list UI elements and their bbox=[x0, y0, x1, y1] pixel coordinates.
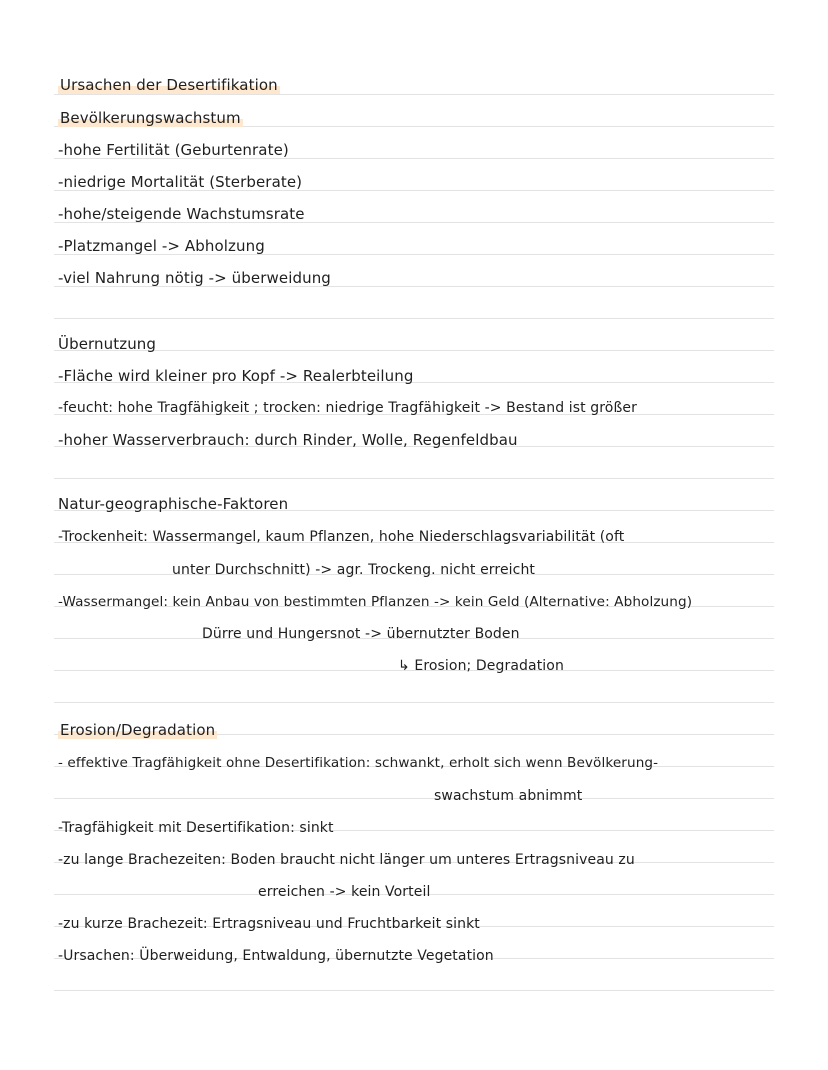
section-heading-text: Natur-geographische-Faktoren bbox=[58, 495, 289, 513]
note-line: -Wassermangel: kein Anbau von bestimmten Pflanzen -> kein Geld (Alternative: Abholzung) bbox=[58, 594, 693, 610]
ruled-line bbox=[54, 990, 774, 991]
note-line: -Ursachen: Überweidung, Entwaldung, übernutzte Vegetation bbox=[58, 948, 494, 964]
page-title bbox=[58, 76, 280, 94]
page-title-text: Ursachen der Desertifikation bbox=[60, 76, 278, 94]
ruled-line bbox=[54, 350, 774, 351]
note-line: -hohe Fertilität (Geburtenrate) bbox=[58, 141, 289, 159]
section-heading bbox=[58, 109, 243, 127]
note-line: Dürre und Hungersnot -> übernutzter Boden bbox=[202, 626, 520, 642]
note-line: -Trockenheit: Wassermangel, kaum Pflanzen, hohe Niederschlagsvariabilität (oft bbox=[58, 529, 625, 545]
note-line: -zu lange Brachezeiten: Boden braucht nicht länger um unteres Ertragsniveau zu bbox=[58, 852, 635, 868]
section-heading-text: Bevölkerungswachstum bbox=[60, 109, 241, 127]
note-line: swachstum abnimmt bbox=[434, 788, 583, 804]
section-heading bbox=[58, 335, 156, 353]
note-line: erreichen -> kein Vorteil bbox=[258, 884, 431, 900]
note-line: -Platzmangel -> Abholzung bbox=[58, 237, 265, 255]
note-line: -Fläche wird kleiner pro Kopf -> Realerbteilung bbox=[58, 367, 414, 385]
note-line: unter Durchschnitt) -> agr. Trockeng. nicht erreicht bbox=[172, 562, 536, 578]
section-heading-text: Erosion/Degradation bbox=[60, 721, 216, 739]
note-line: -Tragfähigkeit mit Desertifikation: sinkt bbox=[58, 820, 334, 836]
note-line: -viel Nahrung nötig -> überweidung bbox=[58, 269, 331, 287]
note-line: -hoher Wasserverbrauch: durch Rinder, Wolle, Regenfeldbau bbox=[58, 431, 518, 449]
ruled-line bbox=[54, 478, 774, 479]
ruled-line bbox=[54, 318, 774, 319]
section-heading-text: Übernutzung bbox=[58, 335, 157, 353]
section-heading bbox=[58, 721, 217, 739]
ruled-line bbox=[54, 702, 774, 703]
section-heading bbox=[58, 495, 288, 513]
ruled-line bbox=[54, 94, 774, 95]
note-line: -hohe/steigende Wachstumsrate bbox=[58, 205, 305, 223]
note-line: -feucht: hohe Tragfähigkeit ; trocken: niedrige Tragfähigkeit -> Bestand ist größer bbox=[58, 400, 637, 416]
note-line: - effektive Tragfähigkeit ohne Desertifikation: schwankt, erholt sich wenn Bevölkerung- bbox=[58, 755, 659, 771]
note-line: -zu kurze Brachezeit: Ertragsniveau und Fruchtbarkeit sinkt bbox=[58, 916, 480, 932]
note-line: -niedrige Mortalität (Sterberate) bbox=[58, 173, 303, 191]
ruled-line bbox=[54, 798, 774, 799]
note-line: ↳ Erosion; Degradation bbox=[398, 658, 564, 674]
